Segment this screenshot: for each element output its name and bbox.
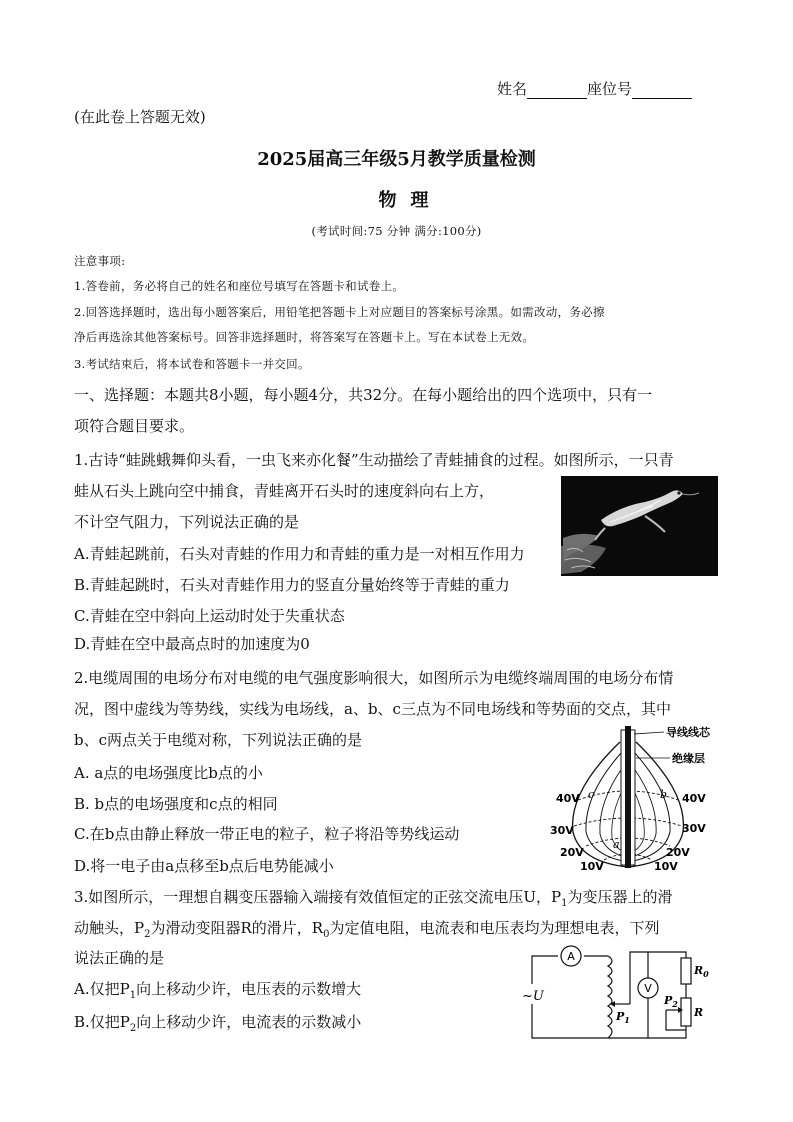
p1-label: $P_1$: [616, 1010, 630, 1025]
exam-title: 2025届高三年级5月教学质量检测: [257, 149, 536, 170]
source-label: ~U: [522, 989, 544, 1004]
cable-field-figure: [548, 722, 728, 872]
exam-info: (考试时间:75 分钟 满分:100分): [311, 224, 482, 238]
point-b: b: [660, 788, 668, 801]
q3-line3: 说法正确的是: [74, 949, 165, 967]
name-field: [497, 78, 692, 99]
v20-left: 20V: [560, 846, 584, 859]
insul-label: 绝缘层: [672, 752, 705, 765]
core-label: 导线线芯: [666, 726, 710, 739]
q2-option-a: A. a点的电场强度比b点的小: [74, 764, 263, 782]
q3-line1: 3.如图所示，一理想自耦变压器输入端接有效值恒定的正弦交流电压U，$P_1$为变压器上的滑: [74, 888, 673, 909]
q1-option-a: A.青蛙起跳前，石头对青蛙的作用力和青蛙的重力是一对相互作用力: [74, 545, 525, 563]
q3-line2: 动触头，$P_2$为滑动变阻器R的滑片，$R_0$为定值电阻，电流表和电压表均为理想电表，下列: [74, 919, 660, 940]
q3-option-a: A.仅把$P_1$向上移动少许，电压表的示数增大: [74, 980, 362, 1001]
p2-label: $P_2$: [664, 994, 678, 1009]
transformer-coil: [608, 956, 612, 1038]
seat-blank: [632, 83, 692, 99]
invalid-note: (在此卷上答题无效): [74, 108, 206, 126]
note-1: 1.答卷前，务必将自己的姓名和座位号填写在答题卡和试卷上。: [74, 279, 405, 293]
v30-left: 30V: [550, 824, 574, 837]
q1-line2: 蛙从石头上跳向空中捕食，青蛙离开石头时的速度斜向右上方，: [74, 482, 495, 500]
v40-left: 40V: [556, 792, 580, 805]
r-label: R: [694, 1006, 704, 1019]
q1-option-b: B.青蛙起跳时，石头对青蛙作用力的竖直分量始终等于青蛙的重力: [74, 576, 510, 594]
section1-line2: 项符合题目要求。: [74, 417, 195, 435]
q1-line3: 不计空气阻力，下列说法正确的是: [74, 513, 300, 531]
q2-line2: 况，图中虚线为等势线，实线为电场线，a、b、c三点为不同电场线和等势面的交点，其中: [74, 700, 671, 718]
name-blank: [527, 83, 587, 99]
resistor-r: [681, 998, 691, 1026]
name-label: 姓名: [497, 80, 528, 98]
r0-label: $R_0$: [694, 964, 709, 979]
q2-line1: 2.电缆周围的电场分布对电缆的电气强度影响很大，如图所示为电缆终端周围的电场分布情: [74, 669, 674, 687]
frog-photo: [561, 476, 718, 576]
point-c: c: [588, 788, 595, 801]
resistor-r0: [681, 958, 691, 984]
q2-line3: b、c两点关于电缆对称，下列说法正确的是: [74, 731, 363, 749]
v20-right: 20V: [666, 846, 690, 859]
v30-right: 30V: [682, 822, 706, 835]
point-a: a: [613, 838, 620, 851]
cable-core: [625, 726, 631, 868]
voltmeter-label: V: [644, 982, 652, 995]
note-2a: 2.回答选择题时，选出每小题答案后，用铅笔把答题卡上对应题目的答案标号涂黑。如需改动，务必擦: [74, 305, 605, 319]
note-2b: 净后再选涂其他答案标号。回答非选择题时，将答案写在答题卡上。写在本试卷上无效。: [74, 330, 535, 344]
section1-line1: 一、选择题：本题共8小题，每小题4分，共32分。在每小题给出的四个选项中，只有一: [74, 386, 653, 404]
q1-option-c: C.青蛙在空中斜向上运动时处于失重状态: [74, 607, 345, 625]
ammeter-label: A: [567, 950, 575, 963]
q3-option-b: B.仅把$P_2$向上移动少许，电流表的示数减小: [74, 1013, 362, 1034]
q1-option-d: D.青蛙在空中最高点时的加速度为0: [74, 635, 310, 653]
q2-option-c: C.在b点由静止释放一带正电的粒子，粒子将沿等势线运动: [74, 825, 460, 843]
seat-label: 座位号: [587, 80, 633, 98]
exam-subject: 物理: [378, 190, 443, 211]
note-3: 3.考试结束后，将本试卷和答题卡一并交回。: [74, 357, 310, 371]
v10-right: 10V: [654, 860, 678, 872]
q1-line1: 1.古诗“蛙跳蛾舞仰头看，一虫飞来亦化餐”生动描绘了青蛙捕食的过程。如图所示，一只青: [74, 451, 674, 469]
circuit-figure: [518, 944, 718, 1044]
v40-right: 40V: [682, 792, 706, 805]
q2-option-d: D.将一电子由a点移至b点后电势能减小: [74, 857, 334, 875]
q2-option-b: B. b点的电场强度和c点的相同: [74, 795, 278, 813]
notes-heading: 注意事项:: [74, 254, 126, 268]
v10-left: 10V: [580, 860, 604, 872]
